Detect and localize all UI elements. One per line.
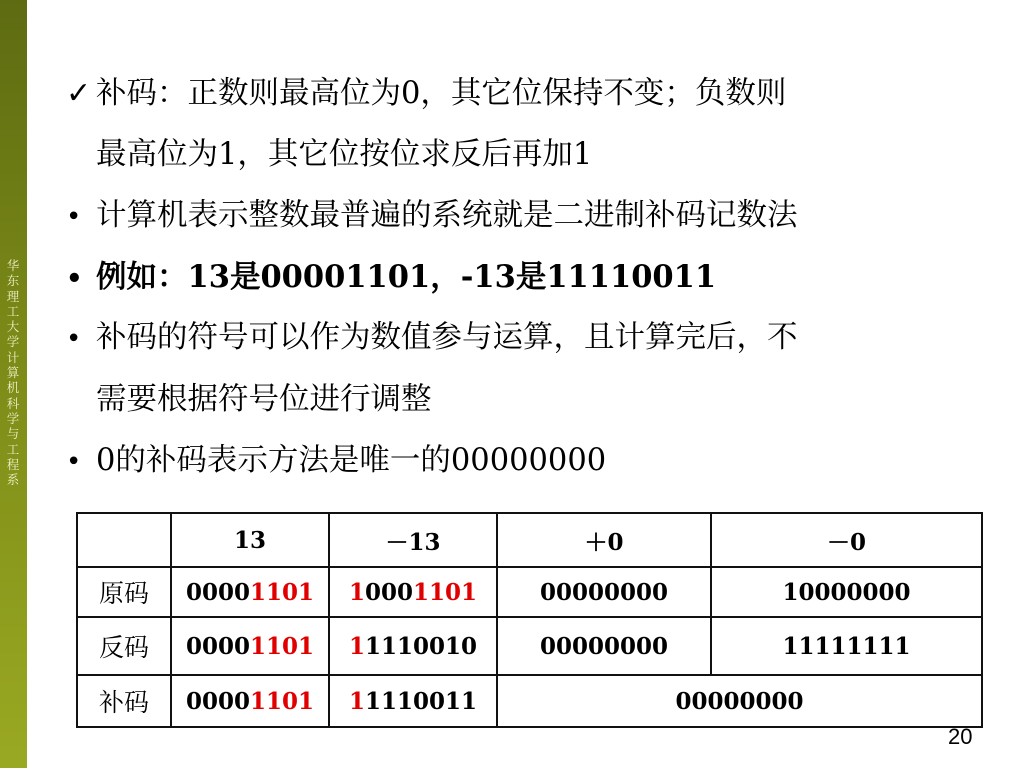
cell-13: 00001101 (171, 567, 329, 617)
line-text: 补码的符号可以作为数值参与运算，且计算完后，不 (96, 320, 798, 355)
line-example (66, 257, 716, 299)
line-text: 例如：13是00001101，-13是11110011 (96, 259, 717, 295)
cell-13: 00001101 (171, 617, 329, 675)
line-zero-unique (66, 441, 606, 482)
cell-plus-0: 00000000 (497, 617, 711, 675)
check-mark-icon: ✓ (66, 76, 92, 111)
table-row-original-code (77, 567, 982, 617)
cell-minus-0: 10000000 (711, 567, 982, 617)
table-row-ones-complement (77, 617, 982, 675)
cell-zero-merged: 00000000 (497, 675, 982, 727)
table-row-twos-complement (77, 675, 982, 727)
line-text: 需要根据符号位进行调整 (96, 382, 432, 417)
cell-minus-13: 11110011 (329, 675, 497, 727)
header-cell-plus-0: ＋0 (497, 513, 711, 567)
row-label: 补码 (77, 675, 171, 727)
line-sign-bit-1 (66, 318, 798, 359)
row-label: 反码 (77, 617, 171, 675)
line-text: 补码：正数则最高位为0，其它位保持不变；负数则 (96, 76, 787, 111)
header-cell-minus-13: －13 (329, 513, 497, 567)
header-cell-empty (77, 513, 171, 567)
line-complement-definition-1 (66, 74, 786, 114)
line-text: 计算机表示整数最普遍的系统就是二进制补码记数法 (96, 198, 798, 233)
line-sign-bit-2 (96, 380, 432, 420)
table-header-row (77, 513, 982, 567)
page-number: 20 (948, 724, 973, 749)
header-cell-minus-0: －0 (711, 513, 982, 567)
cell-minus-13: 11110010 (329, 617, 497, 675)
line-text: 最高位为1，其它位按位求反后再加1 (96, 137, 593, 172)
row-label: 原码 (77, 567, 171, 617)
bullet-icon: • (66, 264, 83, 294)
code-comparison-table (76, 512, 983, 728)
cell-13: 00001101 (171, 675, 329, 727)
bullet-icon: • (66, 324, 82, 354)
line-common-system (66, 196, 798, 237)
cell-minus-0: 11111111 (711, 617, 982, 675)
cell-plus-0: 00000000 (497, 567, 711, 617)
sidebar (0, 0, 27, 768)
cell-minus-13: 10001101 (329, 567, 497, 617)
bullet-icon: • (66, 447, 82, 477)
sidebar-institution-text: 华东理工大学计算机科学与工程系 (6, 258, 20, 488)
header-cell-13: 13 (171, 513, 329, 567)
line-text: 0的补码表示方法是唯一的00000000 (96, 443, 607, 478)
line-complement-definition-2 (96, 135, 592, 175)
bullet-icon: • (66, 202, 82, 232)
